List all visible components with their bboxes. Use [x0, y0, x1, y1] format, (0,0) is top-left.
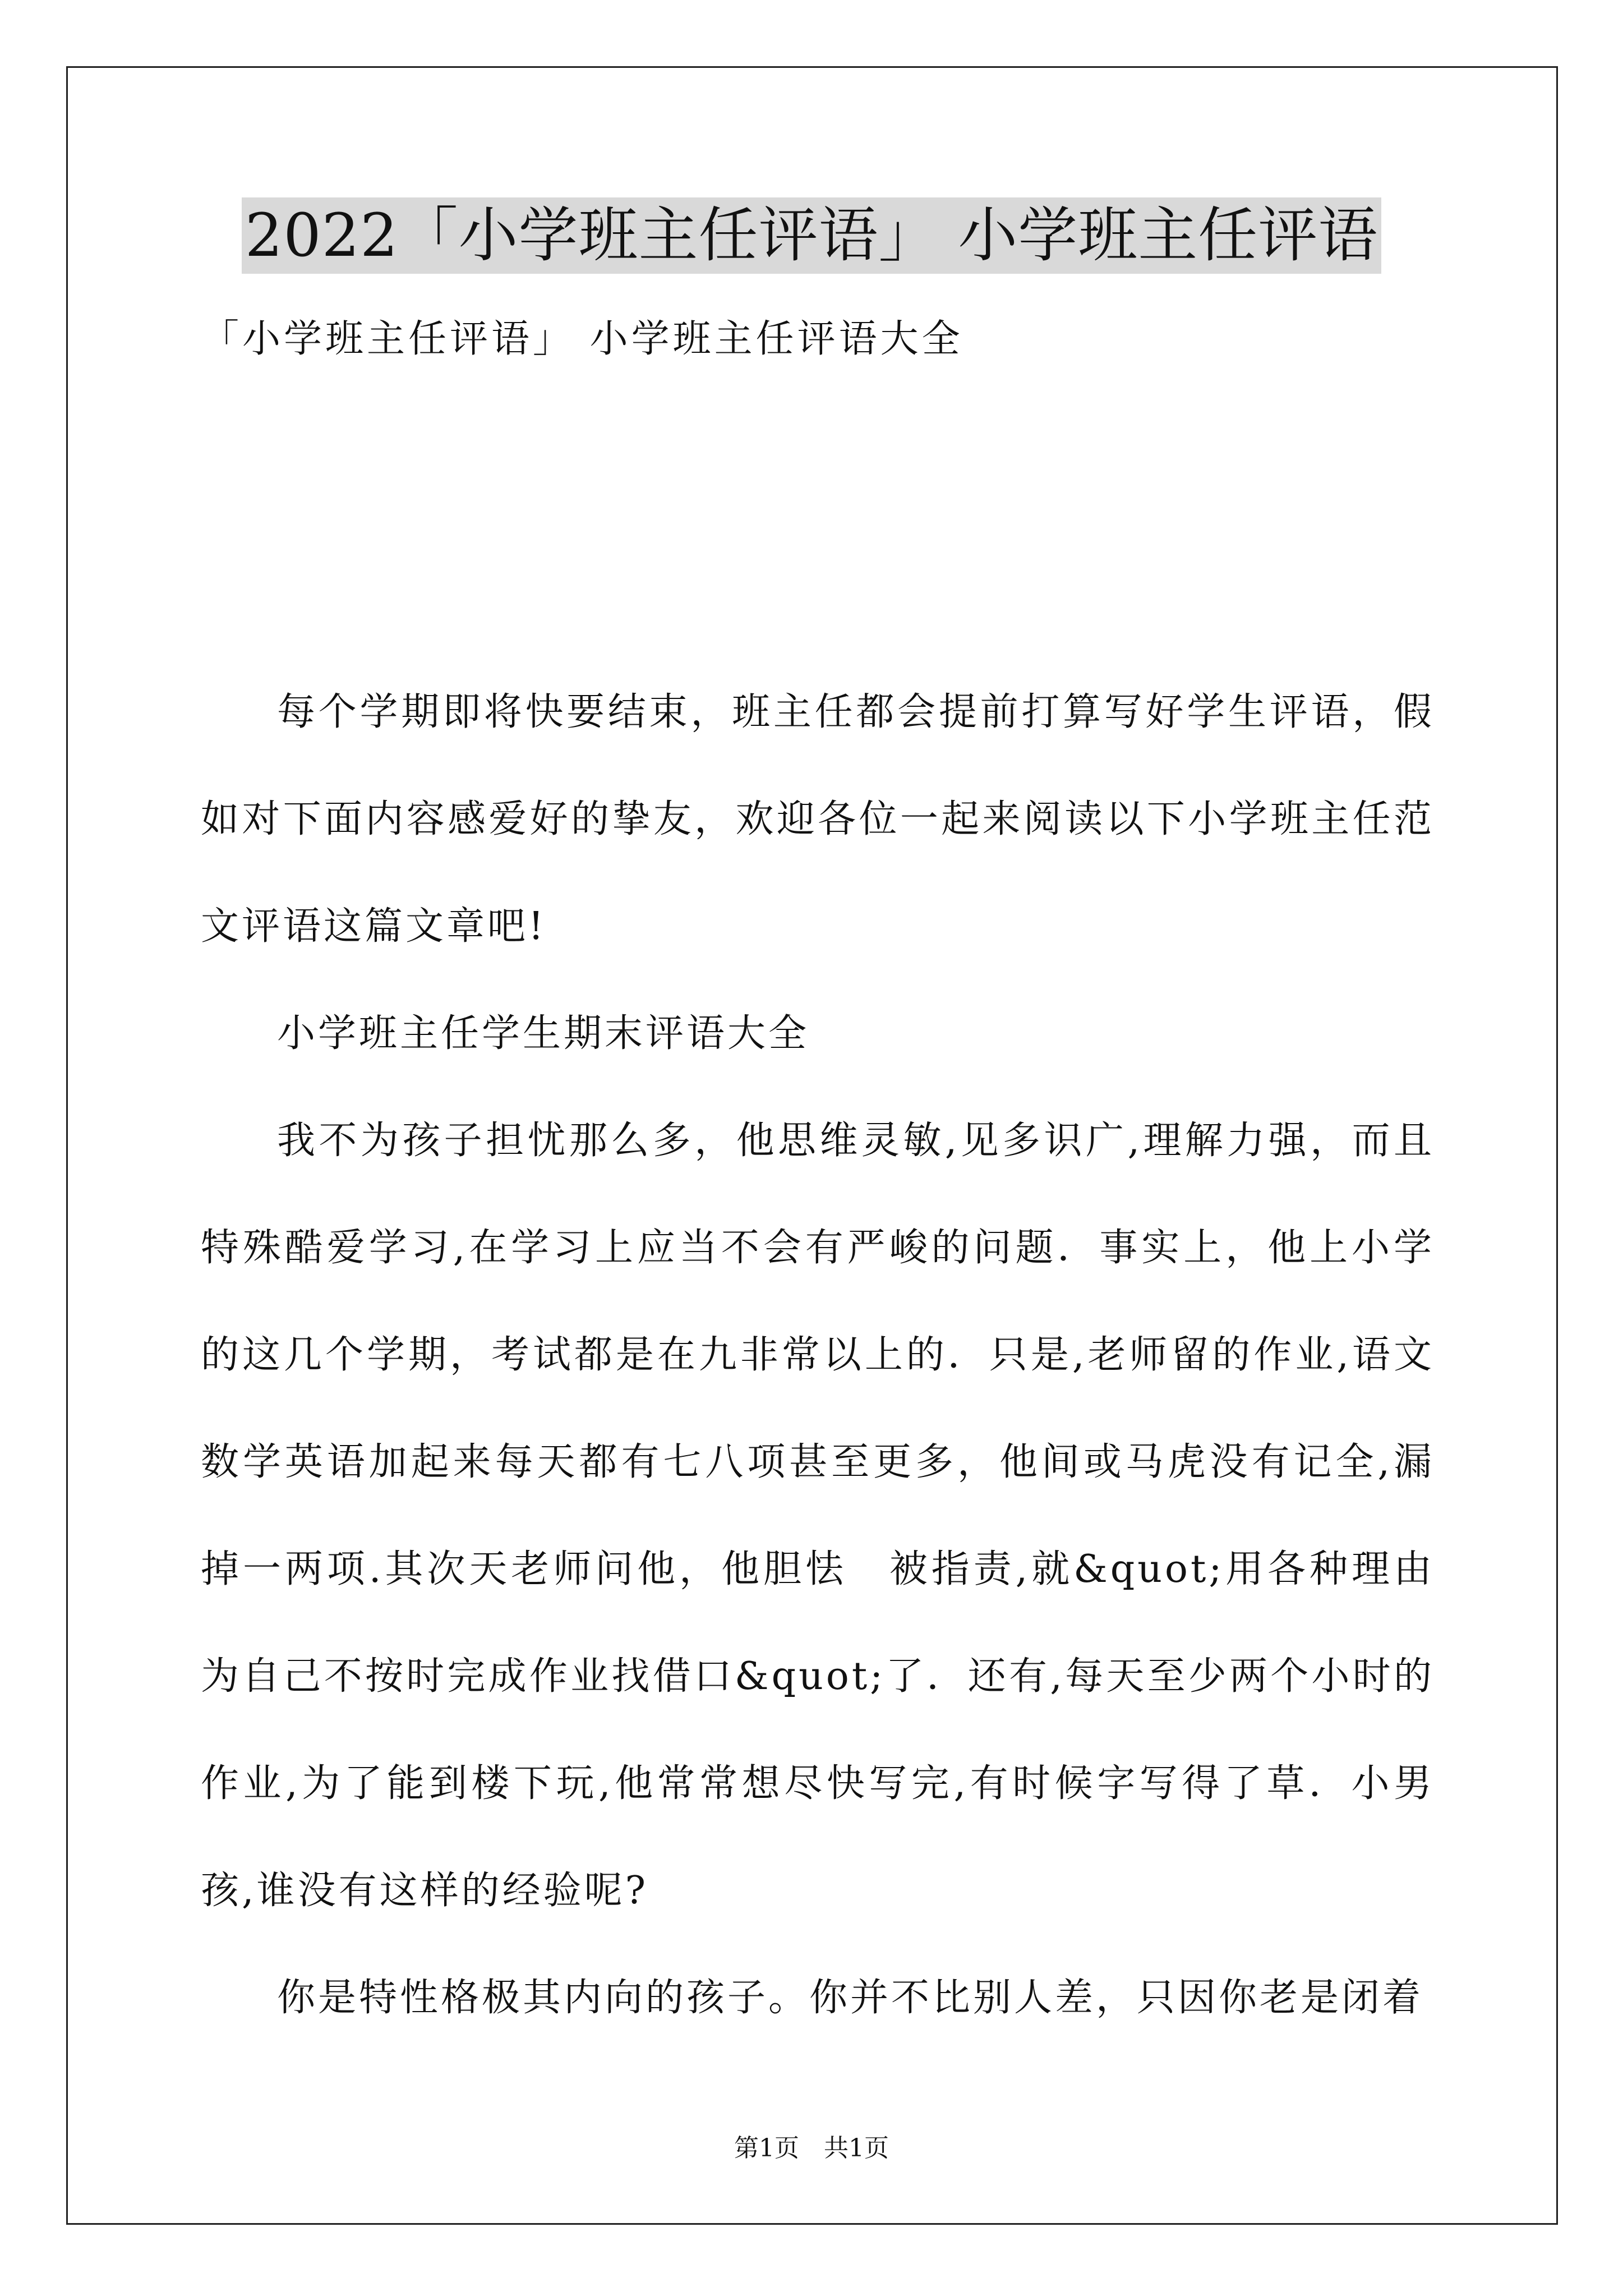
- title-container: [0, 197, 1623, 274]
- page-footer: 第1页 共1页: [734, 2134, 889, 2162]
- paragraph-comment-1: 我不为孩子担忧那么多，他思维灵敏,见多识广,理解力强，而且特殊酷爱学习,在学习上应当不会有严峻的问题．事实上，他上小学的这几个学期，考试都是在九非常以上的．只是,老师留的作业,语文数学英语加起来每天都有七八项甚至更多，他间或马虎没有记全,漏掉一两项.其次天老师问他，他胆怯 被指责,就&quot;用各种理由为自己不按时完成作业找借口&quot;了．还有,每天至少两个小时的作业,为了能到楼下玩,他常常想尽快写完,有时候字写得了草．小男孩,谁没有这样的经验呢?: [201, 1119, 1435, 1913]
- document-title: 2022「小学班主任评语」 小学班主任评语: [242, 197, 1381, 274]
- body-text: [201, 659, 1435, 2051]
- paragraph-comment-2: 你是特性格极其内向的孩子。你并不比别人差，只因你老是闭着: [277, 1976, 1424, 2020]
- document-subtitle: 「小学班主任评语」 小学班主任评语大全: [201, 317, 963, 361]
- paragraph-intro: 每个学期即将快要结束，班主任都会提前打算写好学生评语，假如对下面内容感爱好的挚友，欢迎各位一起来阅读以下小学班主任范文评语这篇文章吧!: [201, 690, 1435, 949]
- paragraph-section-heading: 小学班主任学生期末评语大全: [277, 1011, 810, 1056]
